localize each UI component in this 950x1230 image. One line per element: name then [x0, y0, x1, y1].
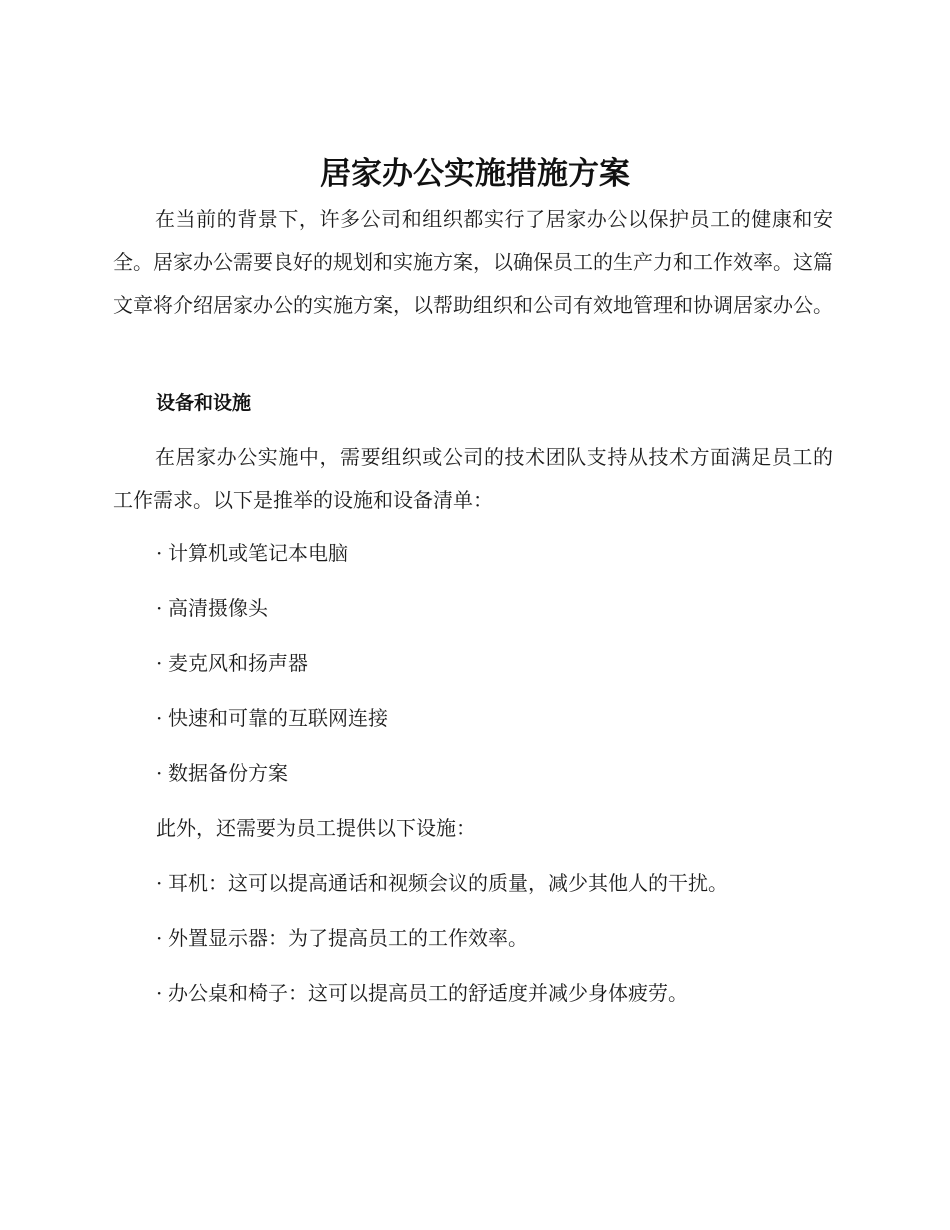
- bullet-marker: ·: [156, 541, 163, 565]
- additional-intro: 此外，还需要为员工提供以下设施：: [156, 816, 476, 840]
- list-item-text: 办公桌和椅子：这可以提高员工的舒适度并减少身体疲劳。: [168, 981, 688, 1005]
- bullet-marker: ·: [156, 596, 163, 620]
- list-item: [156, 643, 308, 683]
- list-item: [156, 973, 688, 1013]
- section-heading: 设备和设施: [156, 392, 252, 414]
- document-title: 居家办公实施措施方案: [320, 156, 630, 192]
- list-item-text: 快速和可靠的互联网连接: [168, 706, 388, 730]
- list-item: [156, 588, 268, 628]
- bullet-marker: ·: [156, 871, 163, 895]
- bullet-marker: ·: [156, 761, 163, 785]
- intro-paragraph: 在当前的背景下，许多公司和组织都实行了居家办公以保护员工的健康和安全。居家办公需要良好的规划和实施方案，以确保员工的生产力和工作效率。这篇文章将介绍居家办公的实施方案，以帮助组织和公司有效地管理和协调居家办公。: [113, 207, 833, 317]
- list-item-text: 耳机：这可以提高通话和视频会议的质量，减少其他人的干扰。: [168, 871, 728, 895]
- bullet-marker: ·: [156, 706, 163, 730]
- list-item-text: 外置显示器：为了提高员工的工作效率。: [168, 926, 528, 950]
- section-paragraph: 在居家办公实施中，需要组织或公司的技术团队支持从技术方面满足员工的工作需求。以下是推举的设施和设备清单：: [113, 445, 833, 512]
- list-item: [156, 753, 288, 793]
- list-item: [156, 918, 528, 958]
- list-item-text: 麦克风和扬声器: [168, 651, 308, 675]
- list-item: [156, 533, 348, 573]
- list-item-text: 计算机或笔记本电脑: [168, 541, 348, 565]
- list-item-text: 数据备份方案: [168, 761, 288, 785]
- bullet-marker: ·: [156, 981, 163, 1005]
- bullet-marker: ·: [156, 926, 163, 950]
- list-item: [156, 698, 388, 738]
- bullet-marker: ·: [156, 651, 163, 675]
- list-item: [156, 863, 728, 903]
- list-item-text: 高清摄像头: [168, 596, 268, 620]
